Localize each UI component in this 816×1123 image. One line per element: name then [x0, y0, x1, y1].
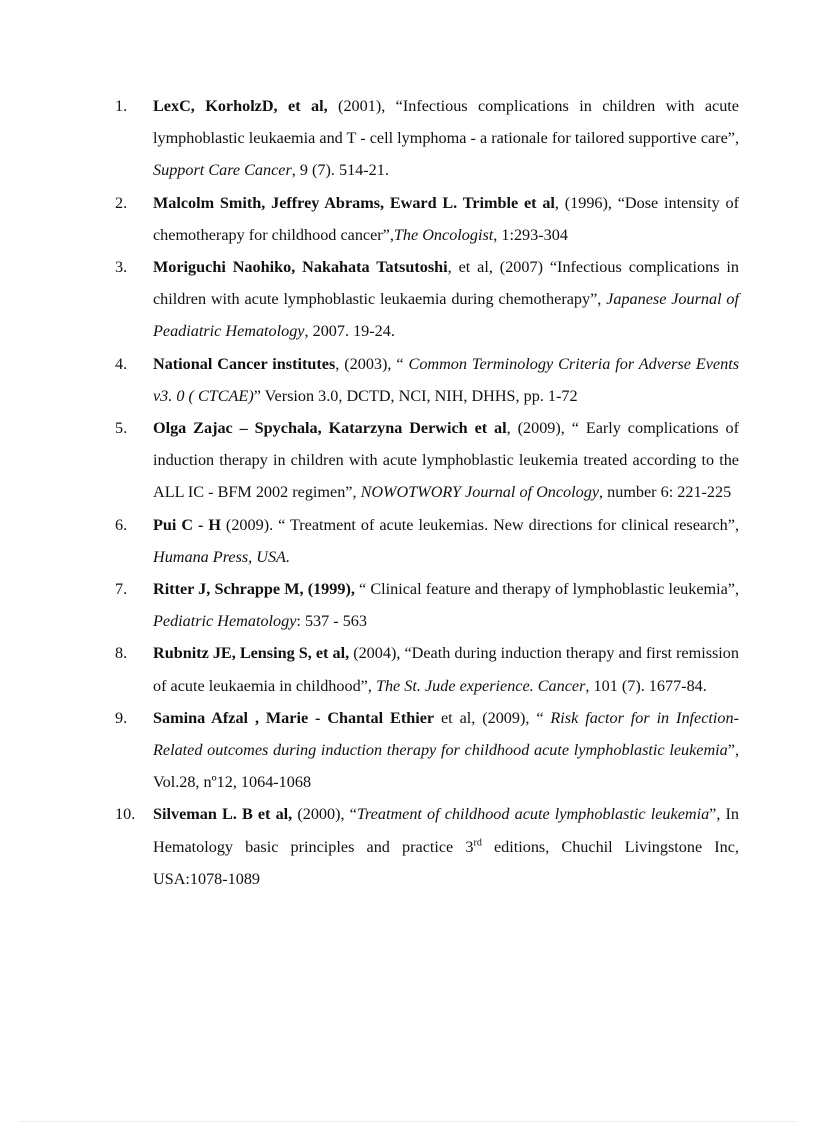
reference-authors: Moriguchi Naohiko, Nakahata Tatsutoshi	[153, 258, 448, 277]
reference-number: 10.	[115, 805, 136, 824]
reference-item	[115, 187, 739, 251]
reference-authors: LexC, KorholzD, et al,	[153, 97, 328, 115]
reference-item	[115, 90, 739, 187]
reference-details: ”, In Hematology basic principles and practice 3	[153, 805, 740, 856]
reference-number: 2.	[115, 193, 128, 212]
reference-item	[115, 348, 739, 412]
reference-title: “Infectious complications in children with acute lymphoblastic leukaemia during chemotherapy”,	[153, 258, 739, 309]
reference-title: “ Clinical feature and therapy of lymphoblastic leukemia”,	[359, 580, 740, 599]
reference-year: , (1996),	[554, 193, 618, 212]
reference-details: , 101 (7). 1677-84.	[585, 676, 707, 695]
reference-title: “	[536, 708, 551, 727]
reference-details: ” Version 3.0, DCTD, NCI, NIH, DHHS, pp. 1-72	[253, 386, 578, 405]
reference-number: 9.	[115, 708, 128, 727]
reference-journal: The St. Jude experience. Cancer	[375, 676, 586, 695]
reference-year: (2001),	[327, 97, 396, 115]
reference-item	[115, 637, 739, 701]
reference-title: “ Early complications of induction therapy in children with acute lymphoblastic leukemia treated according to the ALL IC - BFM 2002 regimen”,	[153, 419, 739, 502]
reference-journal: NOWOTWORY Journal of Oncology	[360, 483, 600, 502]
reference-journal: Common Terminology Criteria for Adverse Events v3. 0 ( CTCAE)	[153, 354, 739, 405]
reference-list	[115, 90, 739, 895]
reference-journal: Risk factor for in Infection- Related outcomes during induction therapy for childhood acute lymphoblastic leukemia	[153, 708, 739, 760]
reference-year: (2004),	[349, 644, 405, 663]
reference-details: , 9 (7). 514-21.	[291, 161, 389, 180]
reference-details: , number 6: 221-225	[599, 483, 732, 502]
reference-authors: Rubnitz JE, Lensing S, et al,	[153, 644, 350, 663]
reference-authors: Ritter J, Schrappe M, (1999),	[153, 580, 355, 599]
reference-number: 8.	[115, 644, 128, 663]
reference-details: , 2007. 19-24.	[304, 322, 395, 341]
reference-details: : 537 - 563	[296, 612, 367, 631]
reference-number: 6.	[115, 515, 128, 534]
reference-journal: Japanese Journal of Peadiatric Hematology	[153, 290, 740, 341]
reference-title: “ Treatment of acute leukemias. New directions for clinical research”,	[278, 515, 740, 534]
reference-item	[115, 509, 739, 573]
reference-journal: Support Care Cancer	[153, 161, 292, 180]
reference-year: , (2003),	[335, 354, 397, 373]
reference-item	[115, 798, 739, 895]
reference-title: “	[349, 805, 357, 824]
reference-title: “Death during induction therapy and first remission of acute leukaemia in childhood”,	[153, 644, 739, 695]
reference-title: “Dose intensity of chemotherapy for childhood cancer”,	[153, 193, 739, 244]
reference-number: 1.	[115, 97, 128, 115]
reference-number: 3.	[115, 258, 128, 277]
reference-authors: National Cancer institutes	[153, 354, 336, 373]
reference-authors: Silveman L. B et al,	[153, 805, 293, 824]
reference-year: (2000),	[292, 805, 350, 824]
reference-number: 4.	[115, 354, 128, 373]
reference-authors: Samina Afzal , Marie - Chantal Ethier	[153, 708, 435, 727]
reference-journal: Pediatric Hematology	[153, 612, 297, 631]
reference-authors: Malcolm Smith, Jeffrey Abrams, Eward L. Trimble et al	[153, 193, 555, 212]
reference-superscript: rd	[473, 837, 482, 849]
reference-item	[115, 573, 739, 637]
reference-authors: Pui C - H	[153, 515, 221, 534]
reference-title: “	[396, 354, 409, 373]
reference-item	[115, 251, 739, 348]
reference-journal: Treatment of childhood acute lymphoblastic leukemia	[356, 805, 710, 824]
reference-year: , (2009),	[506, 419, 572, 438]
reference-journal: The Oncologist	[393, 225, 494, 244]
reference-journal: Humana Press, USA.	[153, 547, 290, 566]
reference-year: et al, (2009),	[434, 708, 537, 727]
reference-item	[115, 702, 739, 799]
reference-item	[115, 412, 739, 509]
reference-number: 5.	[115, 419, 128, 438]
reference-year: , et al, (2007)	[447, 258, 550, 277]
reference-number: 7.	[115, 580, 128, 599]
reference-authors: Olga Zajac – Spychala, Katarzyna Derwich et al	[153, 419, 507, 438]
reference-year: (2009).	[220, 515, 279, 534]
reference-title: “Infectious complications in children with acute lymphoblastic leukaemia and T - cell lymphoma - a rationale for tailored supportive care”,	[153, 97, 739, 148]
page-bottom-rule	[20, 1121, 796, 1122]
reference-details: , 1:293-304	[493, 225, 568, 244]
reference-details-continued: editions, Chuchil Livingstone Inc, USA:1078-1089	[153, 837, 739, 888]
reference-details: ”, Vol.28, nº12, 1064-1068	[153, 741, 739, 792]
